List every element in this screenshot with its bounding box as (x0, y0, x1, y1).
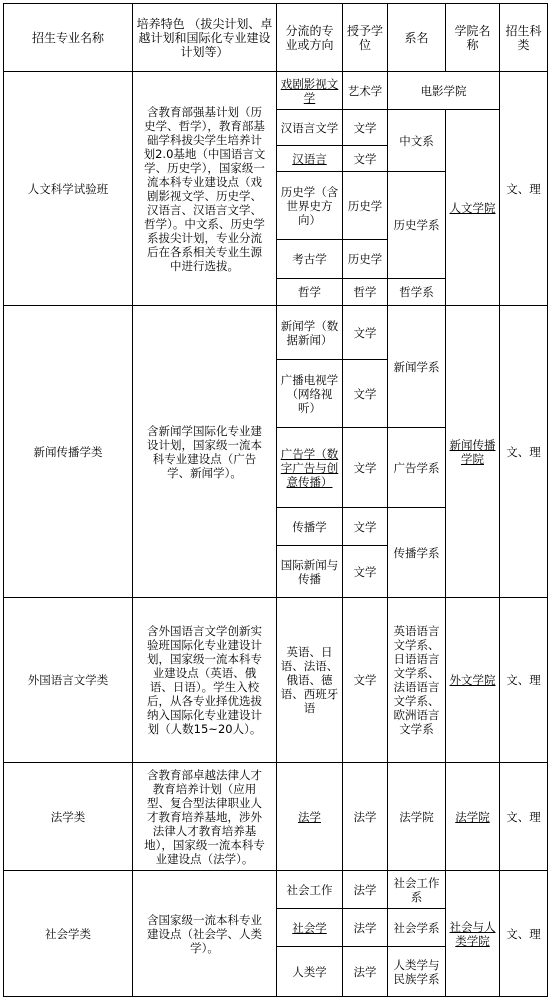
subjects-cell: 文、理 (500, 306, 548, 598)
major-name: 社会学类 (4, 871, 133, 997)
degree-cell: 文学 (343, 110, 388, 146)
degree-cell: 法学 (343, 909, 388, 947)
degree-cell: 历史学 (343, 172, 388, 240)
subjects-cell: 文、理 (500, 763, 548, 871)
subjects-cell: 文、理 (500, 72, 548, 306)
college-cell: 新闻传播学院 (446, 306, 500, 598)
major-name: 新闻传播学类 (4, 306, 133, 598)
degree-cell: 文学 (343, 428, 388, 508)
dept-cell: 新闻学系 (388, 306, 446, 428)
header-degree: 授予学位 (343, 4, 388, 72)
direction-cell: 汉语言 (277, 146, 343, 172)
direction-cell: 考古学 (277, 240, 343, 279)
table-row (4, 763, 548, 871)
college-cell: 人文学院 (446, 110, 500, 306)
header-college: 学院名称 (446, 4, 500, 72)
degree-cell: 法学 (343, 947, 388, 997)
header-features: 培养特色 （拔尖计划、卓越计划和国际化专业建设计划等） (133, 4, 277, 72)
dept-cell: 社会学系 (388, 909, 446, 947)
header-row (4, 4, 548, 72)
major-features: 含教育部卓越法律人才教育培养计划（应用型、复合型法律职业人才教育培养基地，涉外法律人才教育培养基地），国家级一流本科专业建设点（法学）。 (133, 763, 277, 871)
degree-cell: 文学 (343, 360, 388, 428)
table-row (4, 871, 548, 909)
major-features: 含教育部强基计划（历史学、哲学），教育部基础学科拔尖学生培养计划2.0基地（中国语言文学、历史学），国家级一流本科专业建设点（戏剧影视文学、历史学、汉语言、汉语言文学、哲学）。中文系、历史学系拔尖计划，专业分流后在各系相关专业生源中进行选拔。 (133, 72, 277, 306)
dept-cell: 传播学系 (388, 508, 446, 598)
degree-cell: 法学 (343, 871, 388, 909)
major-name: 人文科学试验班 (4, 72, 133, 306)
direction-cell: 英语、日语、法语、俄语、德语、西班牙语 (277, 598, 343, 763)
major-features: 含新闻学国际化专业建设计划，国家级一流本科专业建设点（广告学、新闻学）。 (133, 306, 277, 598)
dept-cell: 电影学院 (388, 72, 500, 110)
degree-cell: 法学 (343, 763, 388, 871)
major-name: 外国语言文学类 (4, 598, 133, 763)
degree-cell: 文学 (343, 598, 388, 763)
dept-cell: 人类学与民族学系 (388, 947, 446, 997)
dept-cell: 法学院 (388, 763, 446, 871)
direction-cell: 法学 (277, 763, 343, 871)
direction-cell: 广告学（数字广告与创意传播） (277, 428, 343, 508)
table-row (4, 598, 548, 763)
header-subjects: 招生科类 (500, 4, 548, 72)
direction-cell: 新闻学（数据新闻） (277, 306, 343, 360)
header-dept: 系名 (388, 4, 446, 72)
major-name: 法学类 (4, 763, 133, 871)
header-major: 招生专业名称 (4, 4, 133, 72)
college-cell: 法学院 (446, 763, 500, 871)
college-cell: 外文学院 (446, 598, 500, 763)
degree-cell: 哲学 (343, 279, 388, 306)
dept-cell: 哲学系 (388, 279, 446, 306)
direction-cell: 广播电视学（网络视听） (277, 360, 343, 428)
subjects-cell: 文、理 (500, 871, 548, 997)
degree-cell: 文学 (343, 546, 388, 598)
direction-cell: 历史学（含世界史方向） (277, 172, 343, 240)
direction-cell: 哲学 (277, 279, 343, 306)
dept-cell: 英语语言文学系、日语语言文学系、法语语言文学系、欧洲语言文学系 (388, 598, 446, 763)
degree-cell: 文学 (343, 508, 388, 546)
direction-cell: 社会工作 (277, 871, 343, 909)
degree-cell: 文学 (343, 146, 388, 172)
direction-cell: 国际新闻与传播 (277, 546, 343, 598)
table-row (4, 306, 548, 360)
table-row (4, 72, 548, 110)
direction-cell: 传播学 (277, 508, 343, 546)
majors-table (3, 3, 548, 997)
dept-cell: 中文系 (388, 110, 446, 172)
degree-cell: 文学 (343, 306, 388, 360)
dept-cell: 历史学系 (388, 172, 446, 279)
direction-cell: 人类学 (277, 947, 343, 997)
degree-cell: 艺术学 (343, 72, 388, 110)
dept-cell: 社会工作系 (388, 871, 446, 909)
degree-cell: 历史学 (343, 240, 388, 279)
header-direction: 分流的专业或方向 (277, 4, 343, 72)
college-cell: 社会与人类学院 (446, 871, 500, 997)
direction-cell: 汉语言文学 (277, 110, 343, 146)
direction-cell: 社会学 (277, 909, 343, 947)
major-features: 含外国语言文学创新实验班国际化专业建设计划，国家级一流本科专业建设点（英语、俄语、日语）。学生入校后，从各专业择优选拔纳入国际化专业建设计划（人数15~20人）。 (133, 598, 277, 763)
dept-cell: 广告学系 (388, 428, 446, 508)
major-features: 含国家级一流本科专业建设点（社会学、人类学）。 (133, 871, 277, 997)
subjects-cell: 文、理 (500, 598, 548, 763)
direction-cell: 戏剧影视文学 (277, 72, 343, 110)
